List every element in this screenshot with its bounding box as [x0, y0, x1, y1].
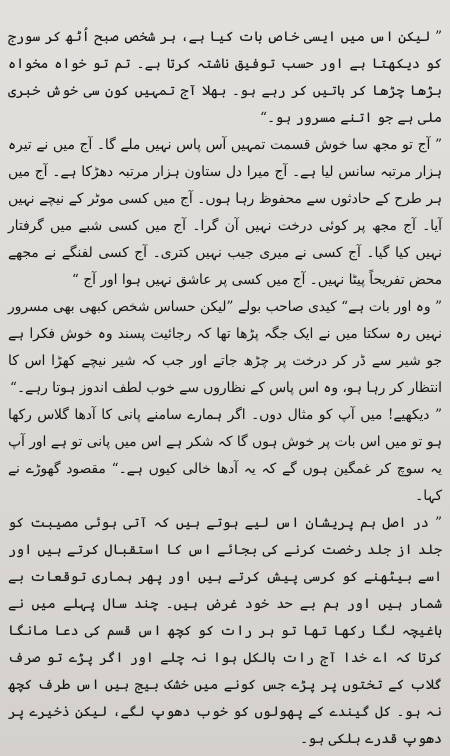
paragraph-3: ” وہ اور بات ہے“ کیدی صاحب بولے ”لیکن حساس شخص کبھی بھی مسرور نہیں رہ سکتا میں نے ایک جگہ پڑھا تھا کہ رجائیت پسند وہ خوش فکرا ہے جو شیر سے ڈر کر درخت پر چڑھ جاتے اور جب کہ شیر نیچے کھڑا اس کا انتظار کر رہا ہو، وہ اس پاس کے نظاروں سے خوب لطف اندوز ہوتا رہے۔“ [8, 299, 442, 396]
paragraph-5: ” در اصل ہم پریشان اس لیے ہوتے ہیں کہ آتی ہوئی مصیبت کو جلد از جلد رخصت کرنے کی بجائے اس کا استقبال کرتے ہیں اور اسے بیٹھنے کو کرسی پیش کرتے ہیں اور پھر ہماری توقعات بے شمار ہیں اور ہم بے حد خود غرض ہیں۔ چند سال پہلے میں نے باغیچہ لگا رکھا تھا تو ہر رات کو کچھ اس قسم کی دعا مانگا کرتا کہ اے خدا آج رات بالکل ہوا نہ چلے اور اگر پڑے تو صرف گلاب کے تختوں پر پڑے جس کونے میں خشک بیج ہیں اس طرف کچھ نہ ہو۔ کل گیندے کے پھولوں کو خوب دھوپ لگے، لیکن ذخیرے پر دھوپ قدرے ہلکی ہو۔ [8, 515, 442, 747]
paragraph-4: ” دیکھیے! میں آپ کو مثال دوں۔ اگر ہمارے سامنے پانی کا آدھا گلاس رکھا ہو تو میں اس بات پر خوش ہوں گا کہ شکر ہے اس میں پانی تو ہے اور آپ یہ سوچ کر غمگین ہوں گے کہ یہ آدھا خالی کیوں ہے۔“ مقصود گھوڑے نے کہا۔ [8, 407, 442, 504]
paragraph-2: ” آج تو مجھ سا خوش قسمت تمہیں آس پاس نہیں ملے گا۔ آج میں نے تیرہ ہزار مرتبہ سانس لیا ہے۔ آج میرا دل ستاون ہزار مرتبہ دھڑکا ہے۔ آج میں ہر طرح کے حادثوں سے محفوظ رہا ہوں۔ آج میں کسی موٹر کے نیچے نہیں آیا۔ آج مجھ پر کوئی درخت نہیں آن گرا۔ آج میں کسی شبے میں گرفتار نہیں کیا گیا۔ آج کسی نے میری جیب نہیں کتری۔ آج کسی لفنگے نے مجھے محض تفریحاً پیٹا نہیں۔ آج میں کسی پر عاشق نہیں ہوا اور آج “ [8, 137, 442, 288]
paragraph-1: ” لیکن اس میں ایسی خاص بات کیا ہے، ہر شخص صبح اُٹھ کر سورج کو دیکھتا ہے اور حسب توفیق ناشتہ کرتا ہے۔ تم تو خواہ مخواہ بڑھا چڑھا کر باتیں کر رہے ہو۔ بھلا آج تمہیں کون سی خوش خبری ملی ہے جو اتنے مسرور ہو۔“ [8, 29, 442, 126]
